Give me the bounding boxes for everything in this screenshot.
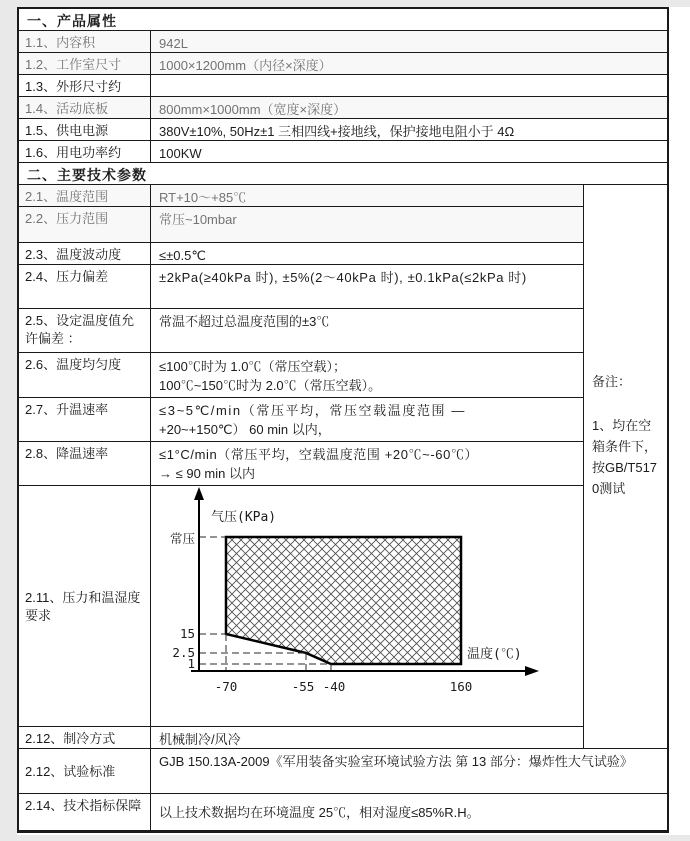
- remark-title: 备注：: [592, 374, 632, 389]
- section-title: 二、主要技术参数: [27, 167, 147, 183]
- value-line-2: 100℃~150℃时为 2.0℃（常压空载）。: [159, 377, 382, 393]
- table-row-1-2: [19, 53, 667, 75]
- x-tick-160: 160: [449, 679, 473, 694]
- table-row-2-7: [19, 398, 584, 442]
- y-tick-changya: 常压: [169, 531, 195, 546]
- y-tick-2-5: 2.5: [172, 645, 195, 660]
- table-row-2-2: [19, 207, 584, 243]
- row-label: 1.4、活动底板: [19, 97, 151, 118]
- row-value: ≤±0.5℃: [159, 248, 206, 263]
- row-label: 1.1、内容积: [19, 31, 151, 52]
- table-row-2-3: [19, 243, 584, 265]
- row-label: 2.12、制冷方式: [19, 727, 151, 748]
- value-line-2: +20~+150℃） 60 min 以内，: [159, 422, 331, 437]
- row-value: GJB 150.13A-2009《军用装备实验室环境试验方法 第 13 部分：爆炸性大气试验》: [159, 754, 633, 769]
- envelope-diagram: [151, 486, 583, 726]
- row-label: 2.8、降温速率: [19, 442, 151, 485]
- document-page: [17, 7, 690, 835]
- row-label: 2.1、温度范围: [19, 185, 151, 206]
- row-value: RT+10～+85℃: [159, 190, 247, 205]
- value-line-1: ≤3~5℃/min（常压平均，常压空载温度范围 —: [159, 403, 466, 418]
- section-title: 一、产品属性: [27, 13, 117, 29]
- spec-table: [17, 7, 669, 833]
- row-value: [151, 353, 583, 397]
- value-line-1: 以上技术数据均在环境温度 25℃，相对湿度≤85%R.H。: [159, 805, 480, 820]
- row-label: 2.14、技术指标保障: [19, 794, 151, 830]
- row-value: ±2kPa(≥40kPa 时), ±5%(2～40kPa 时), ±0.1kPa(≤2kPa 时): [159, 270, 527, 285]
- row-label: 2.2、压力范围: [19, 207, 151, 242]
- pressure-temperature-chart: [151, 486, 583, 726]
- row-value: 380V±10%, 50Hz±1 三相四线+接地线，保护接地电阻小于 4Ω: [159, 124, 515, 139]
- table-row-2-4: [19, 265, 584, 309]
- x-tick-neg55: -55: [291, 679, 315, 694]
- x-tick-neg40: -40: [322, 679, 346, 694]
- y-tick-1: 1: [187, 656, 195, 671]
- y-axis-label: 气压(KPa): [211, 510, 277, 525]
- value-line-1: ≤100℃时为 1.0℃（常压空载）；: [159, 358, 347, 374]
- table-row-1-4: [19, 97, 667, 119]
- section-header-product: [19, 9, 667, 31]
- row-label: 2.11、压力和温湿度要求: [19, 486, 151, 726]
- remark-item: 1、均在空箱条件下，按GB/T5170测试: [592, 418, 658, 496]
- table-row-2-12-cooling: [19, 727, 584, 749]
- table-row-2-14: [19, 794, 667, 831]
- row-label: 1.6、用电功率约: [19, 141, 151, 162]
- row-label: 2.4、压力偏差: [19, 265, 151, 308]
- table-row-2-5: [19, 309, 584, 353]
- table-row-2-12-standard: [19, 749, 667, 794]
- row-label: 2.3、温度波动度: [19, 243, 151, 264]
- row-label: 1.3、外形尺寸约: [19, 75, 151, 96]
- row-value: 机械制冷/风冷: [159, 732, 241, 747]
- table-row-1-6: [19, 141, 667, 163]
- row-value: 800mm×1000mm（宽度×深度）: [159, 102, 347, 117]
- row-value: [151, 442, 583, 485]
- x-axis-arrow: [525, 666, 539, 676]
- table-row-2-11: [19, 486, 584, 727]
- x-tick-neg70: -70: [214, 679, 238, 694]
- row-label: 2.5、设定温度值允许偏差 ：: [19, 309, 151, 352]
- y-tick-15: 15: [179, 626, 195, 641]
- x-axis-label: 温度(℃): [467, 647, 522, 662]
- row-label: 2.6、温度均匀度: [19, 353, 151, 397]
- row-value: [151, 794, 667, 830]
- envelope-region: [226, 537, 461, 664]
- row-value: 常温不超过总温度范围的±3℃: [159, 314, 330, 329]
- table-row-1-1: [19, 31, 667, 53]
- row-value: 942L: [159, 36, 188, 51]
- table-row-2-1: [19, 185, 584, 207]
- row-label: 1.5、供电电源: [19, 119, 151, 140]
- row-value: [151, 398, 583, 441]
- value-line-2: → ≤ 90 min 以内: [159, 466, 255, 481]
- row-value: 100KW: [159, 146, 202, 161]
- row-value: [151, 75, 667, 96]
- row-label: 1.2、工作室尺寸: [19, 53, 151, 74]
- y-axis-arrow: [194, 487, 204, 500]
- table-row-2-6: [19, 353, 584, 398]
- table-row-2-8: [19, 442, 584, 486]
- section-header-specs: [19, 163, 667, 185]
- row-value: 1000×1200mm（内径×深度）: [159, 58, 332, 73]
- row-value: 常压~10mbar: [159, 212, 237, 227]
- value-line-1: ≤1°C/min（常压平均，空载温度范围 +20℃~-60℃）: [159, 447, 479, 462]
- remark-column: [584, 185, 667, 749]
- row-label: 2.7、升温速率: [19, 398, 151, 441]
- table-row-1-3: [19, 75, 667, 97]
- table-row-1-5: [19, 119, 667, 141]
- row-label: 2.12、试验标准: [19, 749, 151, 793]
